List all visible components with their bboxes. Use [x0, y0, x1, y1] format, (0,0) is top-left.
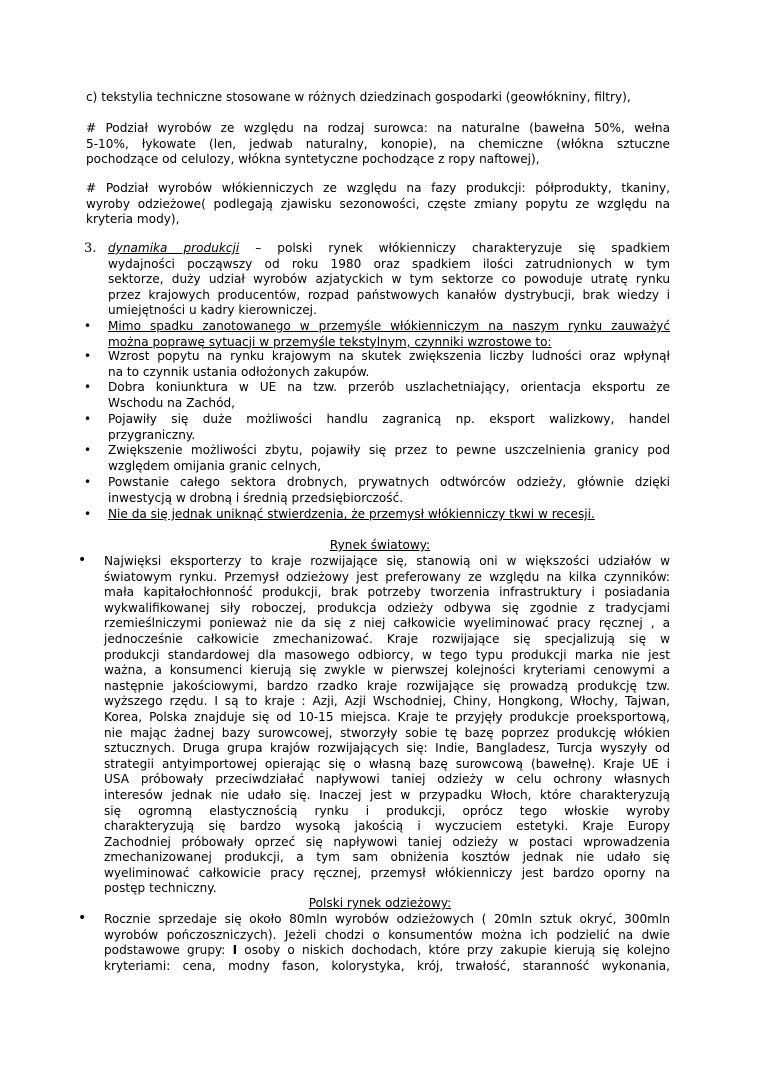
- bullet-item: • Dobra koniunktura w UE na tzw. przerób uszlachetniający, orientacja eksportu ze Wschodu na Zachód,: [84, 380, 670, 410]
- bullet-item: • Nie da się jednak uniknąć stwierdzenia, że przemysł włókienniczy tkwi w recesji.: [84, 507, 595, 521]
- bullet-icon: •: [84, 507, 92, 521]
- bullet-icon: •: [84, 412, 92, 426]
- paragraph-polish-market: Rocznie sprzedaje się około 80mln wyrobów odzieżowych ( 20mln sztuk okryć, 300mln wyrobów pończoszniczych). Jeżeli chodzi o konsumentów można ich podzielić na dwie podstawowe grupy: I osoby o niskich dochodach, które przy zakupie kierują się kolejno kryteriami: cena, modny fason, kolorystyka, krój, trwałość, staranność wykonania,: [104, 912, 671, 973]
- item-number: 3.: [84, 241, 97, 256]
- bullet-icon: •: [84, 349, 92, 363]
- bullet-icon: •: [84, 475, 92, 489]
- bullet-item: • Mimo spadku zanotowanego w przemyśle włókienniczym na naszym rynku zauważyć można poprawę sytuacji w przemyśle tekstylnym, czynniki wzrostowe to:: [84, 319, 670, 349]
- list-item-c: c) tekstylia techniczne stosowane w różnych dziedzinach gospodarki (geowłókniny, filtry),: [86, 90, 631, 104]
- paragraph-production-phases: # Podział wyrobów włókienniczych ze względu na fazy produkcji: półprodukty, tkaniny, wyroby odzieżowe( podlegają zjawisku sezonowości, częste zmiany popytu ze względu na kryteria mody),: [86, 181, 670, 227]
- bullet-item: • Wzrost popytu na rynku krajowym na skutek zwiększenia liczby ludności oraz wpłynął na to czynnik ustania odłożonych zakupów.: [84, 349, 670, 379]
- bullet-icon: •: [78, 552, 87, 568]
- bullet-icon: •: [84, 319, 92, 333]
- paragraph-world-market: Najwięksi eksporterzy to kraje rozwijające się, stanowią oni w większości udziałów w światowym rynku. Przemysł odzieżowy jest preferowany ze względu na kilka czynników: mała kapitałochłonność produkcji, brak potrzeby tworzenia infrastruktury i posiadania wykwalifikowanej siły roboczej, produkcja odzieży odbywa się zgodnie z tradycjami rzemieślniczymi ponieważ nie da się z niej całkowicie wyeliminować pracy ręcznej , a jednocześnie całkowicie zmechanizować. Kraje rozwijające się specjalizują się w produkcji standardowej dla masowego odbiorcy, w tego typu produkcji marka nie jest ważna, a konsumenci kierują się zwykle w pierwszej kolejności kryteriami cenowymi a następnie jakościowymi, bardzo rzadko kraje rozwijające się prowadzą produkcję tzw. wyższego rzędu. I są to kraje : Azji, Azji Wschodniej, Chiny, Hongkong, Włochy, Tajwan, Korea, Polska znajduje się od 10-15 miejsca. Kraje te przyjęły produkcje proeksportową, nie mając żadnej bazy surowcowej, stworzyły sobie tę bazę poprzez produkcję włókien sztucznych. Druga grupa krajów rozwijających się: Indie, Bangladesz, Turcja wyszyły od strategii antyimportowej opierając się o własną bazę surowcową (bawełnę). Kraje UE i USA próbowały przeciwdziałać napływowi taniej odzieży w celu ochrony własnych interesów jednak nie udało się. Inaczej jest w przypadku Włoch, które charakteryzują się ogromną elastycznością rynku i produkcji, oprócz tego włoskie wyroby charakteryzują się bardzo wysoką jakością i wyczuciem estetyki. Kraje Europy Zachodniej próbowały oprzeć się napływowi taniej odzieży w postaci wprowadzenia zmechanizowanej produkcji, a tym sam obniżenia kosztów jednak nie udało się wyeliminować całkowicie pracy ręcznej, przemysł włókienniczy jest bardzo oporny na postęp techniczny.: [104, 554, 670, 896]
- paragraph-raw-material: # Podział wyrobów ze względu na rodzaj surowca: na naturalne (bawełna 50%, wełna 5-10%, łykowate (len, jedwab naturalny, konopie), na chemiczne (włókna sztuczne pochodzące od celulozy, włókna syntetyczne pochodzące z ropy naftowej),: [86, 121, 670, 167]
- bullet-item: • Pojawiły się duże możliwości handlu zagranicą np. eksport walizkowy, handel przygraniczny.: [84, 412, 670, 442]
- bullet-icon: •: [78, 910, 87, 926]
- bullet-item: • Zwiększenie możliwości zbytu, pojawiły się przez to pewne uszczelnienia granicy pod względem omijania granic celnych,: [84, 443, 670, 473]
- bullet-icon: •: [84, 443, 92, 457]
- term-dynamika-produkcji: dynamika produkcji: [108, 241, 240, 255]
- heading-polish-market: Polski rynek odzieżowy:: [308, 896, 452, 910]
- bullet-item: • Powstanie całego sektora drobnych, prywatnych odtwórców odzieży, głównie dzięki inwestycją w drobną i średnią przedsiębiorczość.: [84, 475, 670, 505]
- bullet-icon: •: [84, 380, 92, 394]
- heading-world-market: Rynek światowy:: [329, 538, 431, 552]
- numbered-item-3: 3. dynamika produkcji – polski rynek włókienniczy charakteryzuje się spadkiem wydajności począwszy od roku 1980 oraz spadkiem ilości zatrudnionych w tym sektorze, duży udział wyrobów azjatyckich w tym sektorze co powoduje utratę rynku przez krajowych producentów, rozpad państwowych kanałów dystrybucji, brak wiedzy i umiejętności u kadry kierowniczej.: [84, 241, 670, 318]
